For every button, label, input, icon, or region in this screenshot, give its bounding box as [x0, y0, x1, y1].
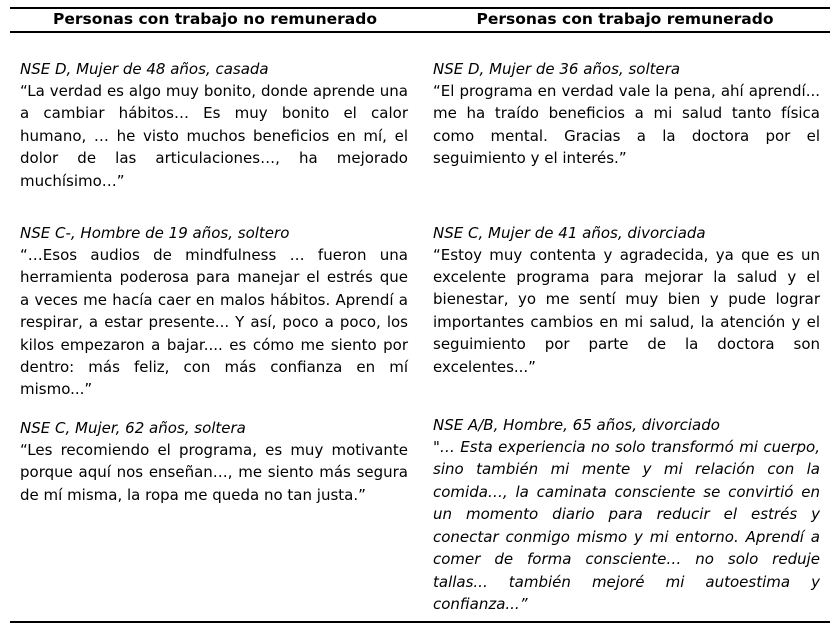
testimonial-profile: NSE D, Mujer de 48 años, casada: [20, 60, 269, 78]
testimonial-quote: “El programa en verdad vale la pena, ahí aprendí... me ha traído beneficios a mi salud tanto física como mental. Gracias a la doctora por el seguimiento y el interés.”: [433, 82, 820, 168]
testimonial-profile: NSE D, Mujer de 36 años, soltera: [433, 60, 681, 78]
column-no-remunerado: [10, 33, 420, 506]
table-body: [10, 33, 830, 615]
testimonial-entry: [433, 415, 820, 615]
testimonial-entry: [20, 223, 408, 401]
column-header-no-remunerado: Personas con trabajo no remunerado: [52, 10, 378, 28]
testimonial-profile: NSE A/B, Hombre, 65 años, divorciado: [433, 416, 720, 435]
table-header-row: [10, 9, 830, 29]
testimonial-entry: [20, 418, 408, 506]
testimonial-profile: NSE C-, Hombre de 19 años, soltero: [20, 224, 290, 243]
testimonial-entry: [433, 59, 820, 170]
testimonial-quote: “…Esos audios de mindfulness … fueron una herramienta poderosa para manejar el estrés que a veces me hacía caer en malos hábitos. Aprendí a respirar, a estar presente... Y así, poco a poco, los kilos empezaron a bajar.... es cómo me siento por dentro: más feliz, con más confianza en mí mismo...”: [20, 246, 408, 399]
testimonial-quote: “Estoy muy contenta y agradecida, ya que es un excelente programa para mejorar la salud y el bienestar, yo me sentí muy bien y pude lograr importantes cambios en mi salud, la atención y el seguimiento por parte de la doctora son excelentes...”: [433, 245, 820, 376]
column-header-remunerado: Personas con trabajo remunerado: [476, 10, 774, 28]
testimonial-profile: NSE C, Mujer, 62 años, soltera: [20, 418, 246, 437]
testimonial-entry: [20, 59, 408, 192]
testimonial-entry: [433, 223, 820, 378]
testimonial-quote: “Les recomiendo el programa, es muy motivante porque aquí nos enseñan…, me siento más segura de mí misma, la ropa me queda no tan justa.”: [20, 440, 408, 504]
column-remunerado: [420, 33, 830, 615]
table-bottom-rule: [10, 621, 830, 623]
testimonial-quote: “La verdad es algo muy bonito, donde aprende una a cambiar hábitos… Es muy bonito el calor humano, … he visto muchos beneficios en mí, el dolor de las articulaciones…, ha mejorado muchísimo…”: [20, 82, 408, 190]
testimonial-profile: NSE C, Mujer de 41 años, divorciada: [433, 223, 706, 242]
testimonial-quote: "… Esta experiencia no solo transformó mi cuerpo, sino también mi mente y mi relación con la comida…, la caminata consciente se convirtió en un momento diario para reducir el estrés y conectar conmigo mismo y mi entorno. Aprendí a comer de forma consciente… no solo reduje tallas... también mejoré mi autoestima y confianza...”: [433, 438, 820, 613]
